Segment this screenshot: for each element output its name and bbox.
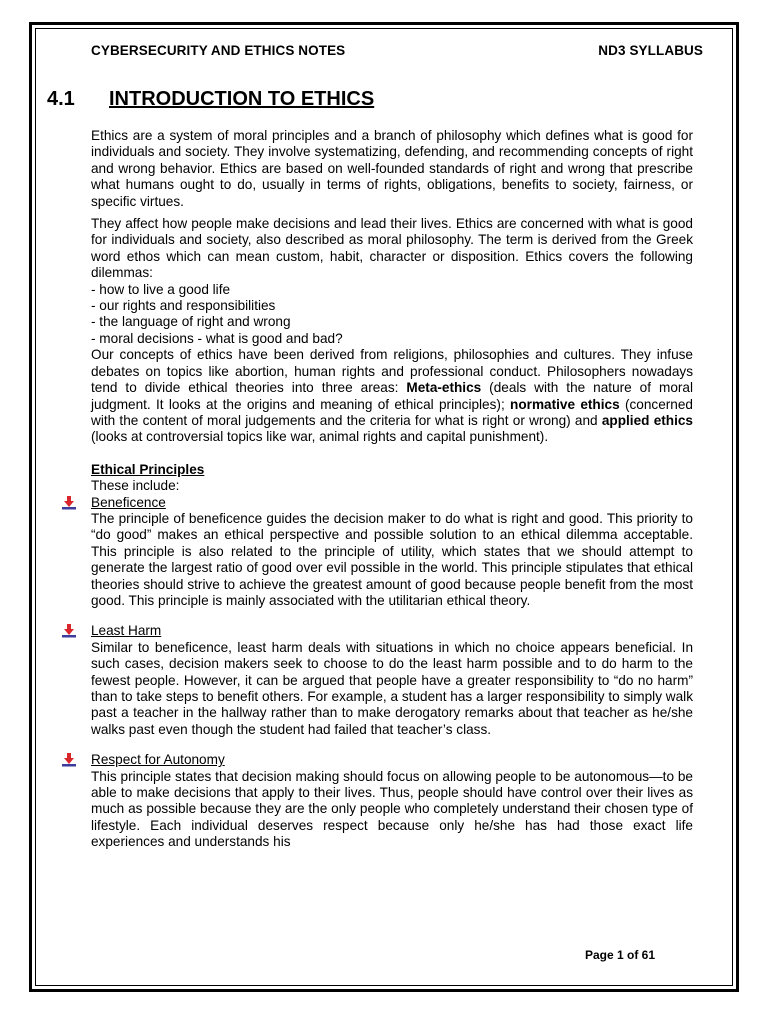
principle-text-beneficence: The principle of beneficence guides the decision maker to do what is right and good. This priority to “do good” makes an ethical perspective and possible solution to an ethical dilemma acceptable. This principle is also related to the principle of utility, which states that we should attempt to generate the largest ratio of good over evil possible in the world. This principle stipulates that ethical theories should strive to achieve the greatest amount of good because people benefit from the most good. This principle is mainly associated with the utilitarian ethical theory. [91,510,693,608]
term-meta-ethics: Meta-ethics [406,380,482,396]
principle-text-autonomy: This principle states that decision making should focus on allowing people to be autonomous—to be able to make decisions that apply to their lives. Thus, people should have control over their lives as much as possible because they are the only people who completely understand their chosen type of lifestyle. Each individual deserves respect because only he/she has had those exact life experiences and understands his [91,768,693,850]
dilemma-item: - the language of right and wrong [91,314,291,330]
section-title: INTRODUCTION TO ETHICS [109,88,375,110]
page-header [91,43,703,58]
principle-title-autonomy [91,752,693,768]
bullet-arrow-icon [62,753,76,767]
dilemma-item: - how to live a good life [91,281,231,297]
principle-title-text: Respect for Autonomy [91,752,225,768]
p3-text: Our concepts of ethics have been derived from religions, philosophies and cultures. They infuse debates on topics like abortion, human rights and professional conduct. Philosophers nowadays tend to divide ethical theories into three areas: [91,347,693,396]
term-normative-ethics: normative ethics [510,396,620,412]
page-number: Page 1 of 61 [585,948,656,962]
principles-heading: Ethical Principles [91,461,205,477]
intro-paragraph-1: Ethics are a system of moral principles and a branch of philosophy which defines what is good for individuals and society. They involve systematizing, defending, and recommending concepts of right and wrong behavior. Ethics are based on well-founded standards of right and wrong that prescribe what humans ought to do, usually in terms of rights, obligations, benefits to society, fairness, or specific virtues. [91,128,693,209]
term-applied-ethics: applied ethics [601,412,693,428]
header-left: CYBERSECURITY AND ETHICS NOTES [91,43,346,58]
p3-meta-desc: (deals with the nature of moral judgment. It looks at the origins and meaning of ethical principles); [91,380,693,412]
dilemma-item: - moral decisions - what is good and bad? [91,330,343,346]
bullet-arrow-icon [62,496,76,510]
header-right: ND3 SYLLABUS [598,43,703,58]
principle-title-least-harm [91,623,693,639]
section-heading [47,88,374,111]
intro-paragraph-3 [91,347,693,445]
section-number: 4.1 [47,88,75,110]
principle-title-beneficence [91,495,693,511]
principle-title-text: Least Harm [91,623,162,639]
principles-lead: These include: [91,478,180,494]
p3-applied-desc: (looks at controversial topics like war, animal rights and capital punishment). [91,429,549,445]
principle-text-least-harm: Similar to beneficence, least harm deals with situations in which no choice appears beneficial. In such cases, decision makers seek to choose to do the least harm possible and to do harm to the fewest people. However, it can be argued that people have a greater responsibility to “do no harm” than to take steps to benefit others. For example, a student has a larger responsibility to simply walk past a teacher in the hallway rather than to make derogatory remarks about that teacher as he/she walks past even though the student had failed that teacher’s class. [91,639,693,737]
bullet-arrow-icon [62,624,76,638]
document-body [91,128,693,851]
intro-paragraph-2: They affect how people make decisions and lead their lives. Ethics are concerned with what is good for individuals and society, also described as moral philosophy. The term is derived from the Greek word ethos which can mean custom, habit, character or disposition. Ethics covers the following dilemmas: [91,216,693,281]
principle-title-text: Beneficence [91,494,166,510]
p3-normative-desc: (concerned with the content of moral judgements and the criteria for what is right or wrong) and [91,396,693,428]
dilemma-item: - our rights and responsibilities [91,298,276,314]
